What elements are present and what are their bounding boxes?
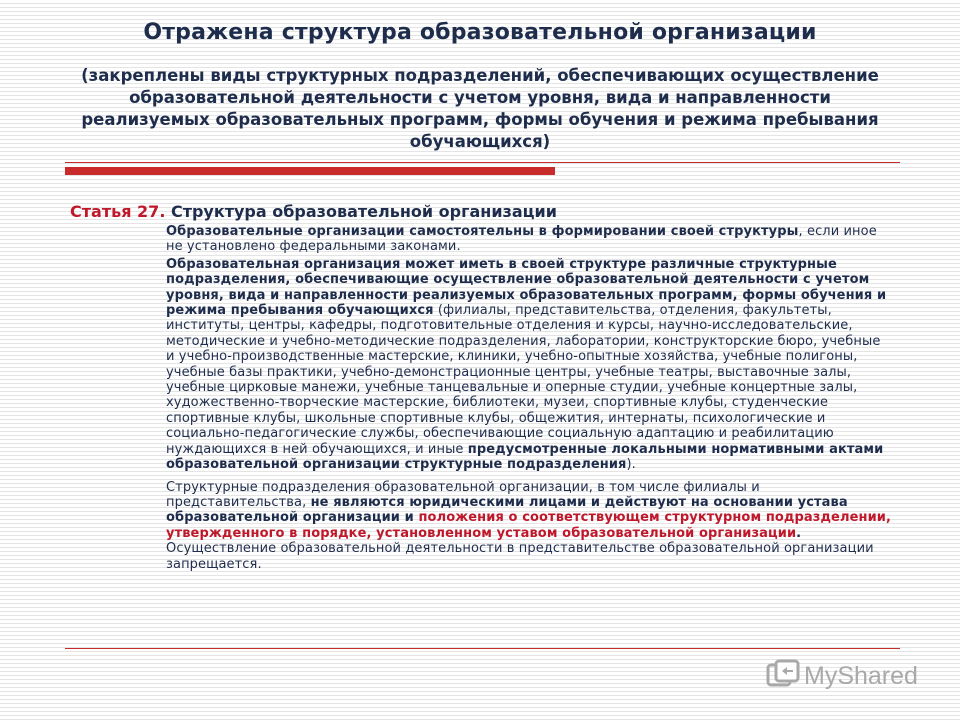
slide-subtitle: (закреплены виды структурных подразделений, обеспечивающих осуществление образовательной деятельности с учетом уровня, вида и направленности реализуемых образовательных программ, формы обучения и режима пребывания обучающихся): [81, 66, 879, 151]
paragraph-1-rest: , если иное не установлено федеральными законами.: [166, 224, 877, 255]
paragraph-2-close: ).: [626, 457, 636, 473]
paragraph-3-red: положения о соответствующем структурном подразделении, утвержденного в порядке, установленном уставом образовательной организации: [166, 510, 892, 541]
top-divider-line: [65, 162, 900, 163]
top-divider-bar: [65, 167, 555, 175]
watermark: [766, 656, 936, 696]
paragraph-3-end: Осуществление образовательной деятельности в представительстве образовательной организации запрещается.: [166, 541, 874, 572]
article-body: [118, 224, 893, 572]
bottom-divider-line: [65, 648, 900, 649]
paragraph-2-rest: (филиалы, представительства, отделения, факультеты, институты, центры, кафедры, подготовительные отделения и курсы, научно-исследовательские, методические и учебно-методические подразделения, лаборатории, конструкторские бюро, учебные и учебно-производственные мастерские, клиники, учебно-опытные хозяйства, учебные полигоны, учебные базы практики, учебно-демонстрационные центры, учебные театры, выставочные залы, учебные цирковые манежи, учебные танцевальные и оперные студии, учебные концертные залы, художественно-творческие мастерские, библиотеки, музеи, спортивные клубы, студенческие спортивные клубы, школьные спортивные клубы, общежития, интернаты, психологические и социально-педагогические службы, обеспечивающие социальную адаптацию и реабилитацию нуждающихся в ней обучающихся, и иные: [166, 303, 881, 457]
paragraph-2: [118, 257, 893, 473]
paragraph-3-after-red: .: [796, 525, 802, 541]
paragraph-2-bold-end: предусмотренные локальными нормативными актами образовательной организации структурные подразделения: [166, 441, 884, 473]
paragraph-1-bold: Образовательные организации самостоятельны в формировании своей структуры: [166, 224, 799, 239]
paragraph-3-start: Структурные подразделения образовательной организации, в том числе филиалы и представительства,: [166, 479, 760, 510]
paragraph-2-bold: Образовательная организация может иметь в своей структуре различные структурные подразделения, обеспечивающие осуществление образовательной деятельности с учетом уровня, вида и направленности реализуемых образовательных программ, формы обучения и режима пребывания обучающихся: [166, 256, 887, 319]
article-title: Структура образовательной организации: [165, 202, 557, 221]
paragraph-3: [118, 480, 893, 572]
myshared-logo-icon: [766, 659, 800, 693]
article-number: Статья 27.: [70, 202, 166, 221]
watermark-text: MyShared: [804, 661, 918, 690]
slide-title: Отражена структура образовательной организации: [143, 20, 817, 45]
article-heading: [70, 202, 557, 221]
paragraph-3-bold: не являются юридическими лицами и действуют на основании устава образовательной организации и: [166, 494, 848, 526]
paragraph-1: [118, 224, 893, 255]
